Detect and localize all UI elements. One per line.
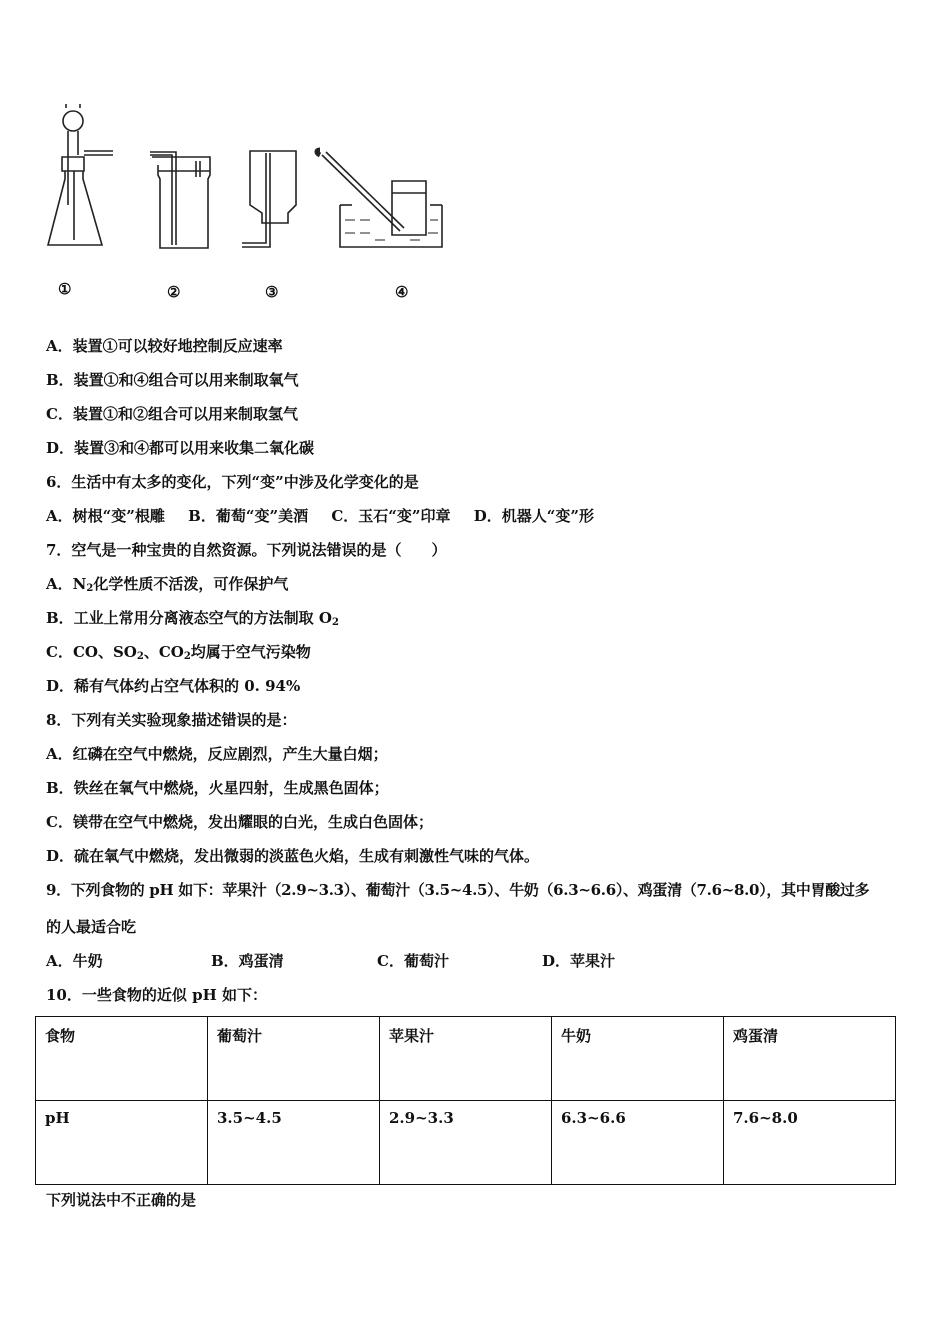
apparatus-label-1: ① [58, 280, 72, 298]
q5-option-a: A．装置①可以较好地控制反应速率 [46, 337, 283, 355]
table-cell: pH [36, 1101, 208, 1185]
ph-table [35, 1016, 896, 1185]
q5-option-c: C．装置①和②组合可以用来制取氢气 [46, 405, 298, 423]
q8-option-d: D．硫在氧气中燃烧，发出微弱的淡蓝色火焰，生成有刺激性气味的气体。 [46, 847, 540, 865]
q7-a-sub: 2 [86, 583, 94, 594]
apparatus-figure [40, 95, 480, 310]
q5-option-d: D．装置③和④都可以用来收集二氧化碳 [46, 439, 315, 457]
q7-a-text-post: 化学性质不活泼，可作保护气 [93, 575, 289, 593]
apparatus-label-4: ④ [395, 283, 409, 301]
apparatus-1-flask [48, 104, 113, 245]
table-cell: 牛奶 [552, 1017, 724, 1101]
q7-b-text: B．工业上常用分离液态空气的方法制取 O [46, 609, 332, 627]
q9-option-c: C．葡萄汁 [377, 952, 449, 970]
q7-option-c [46, 642, 311, 667]
q6-option-c: C．玉石“变”印章 [331, 507, 451, 525]
q9-option-d: D．苹果汁 [542, 952, 616, 970]
table-cell: 7.6~8.0 [724, 1101, 896, 1185]
apparatus-label-2: ② [167, 283, 181, 301]
q6-options [46, 506, 594, 526]
q7-c-text: C．CO、SO [46, 643, 137, 661]
table-cell: 苹果汁 [380, 1017, 552, 1101]
apparatus-3-inverted-bottle [242, 151, 296, 247]
table-row [36, 1101, 896, 1185]
q7-c-text-post: 均属于空气污染物 [190, 643, 311, 661]
table-cell: 葡萄汁 [208, 1017, 380, 1101]
table-cell: 食物 [36, 1017, 208, 1101]
q7-c-sub1: 2 [136, 651, 144, 662]
q7-c-mid: 、CO [143, 643, 184, 661]
q9-stem-line1: 9．下列食物的 pH 如下：苹果汁（2.9~3.3）、葡萄汁（3.5~4.5）、牛奶（6.3~6.6）、鸡蛋清（7.6~8.0），其中胃酸过多 [46, 881, 870, 899]
apparatus-label-3: ③ [265, 283, 279, 301]
q9-stem-line2: 的人最适合吃 [46, 918, 137, 936]
table-cell: 2.9~3.3 [380, 1101, 552, 1185]
q8-option-c: C．镁带在空气中燃烧，发出耀眼的白光，生成白色固体； [46, 813, 433, 831]
q8-option-a: A．红磷在空气中燃烧，反应剧烈，产生大量白烟； [46, 745, 388, 763]
q7-b-sub: 2 [331, 617, 339, 628]
table-cell: 鸡蛋清 [724, 1017, 896, 1101]
q9-option-a: A．牛奶 [46, 952, 103, 970]
q10-after-text: 下列说法中不正确的是 [46, 1191, 197, 1209]
q7-option-a [46, 574, 288, 599]
q7-stem: 7．空气是一种宝贵的自然资源。下列说法错误的是（ ） [46, 541, 447, 559]
apparatus-2-bottle [150, 152, 210, 248]
q7-option-b [46, 608, 339, 633]
q7-a-text: A．N [46, 575, 87, 593]
q7-option-d: D．稀有气体约占空气体积的 0. 94% [46, 677, 301, 695]
apparatus-4-water-trough [317, 150, 442, 247]
table-header-row [36, 1017, 896, 1101]
q6-stem: 6．生活中有太多的变化，下列“变”中涉及化学变化的是 [46, 473, 419, 491]
q10-stem: 10．一些食物的近似 pH 如下： [46, 986, 267, 1004]
q6-option-b: B．葡萄“变”美酒 [188, 507, 309, 525]
apparatus-drawing [40, 95, 480, 310]
q9-option-b: B．鸡蛋清 [211, 952, 284, 970]
q6-option-d: D．机器人“变”形 [473, 507, 595, 525]
table-cell: 3.5~4.5 [208, 1101, 380, 1185]
q8-stem: 8．下列有关实验现象描述错误的是： [46, 711, 297, 729]
q6-option-a: A．树根“变”根雕 [46, 507, 165, 525]
q5-option-b: B．装置①和④组合可以用来制取氧气 [46, 371, 299, 389]
q8-option-b: B．铁丝在氧气中燃烧，火星四射，生成黑色固体； [46, 779, 389, 797]
table-cell: 6.3~6.6 [552, 1101, 724, 1185]
q7-c-sub2: 2 [183, 651, 191, 662]
